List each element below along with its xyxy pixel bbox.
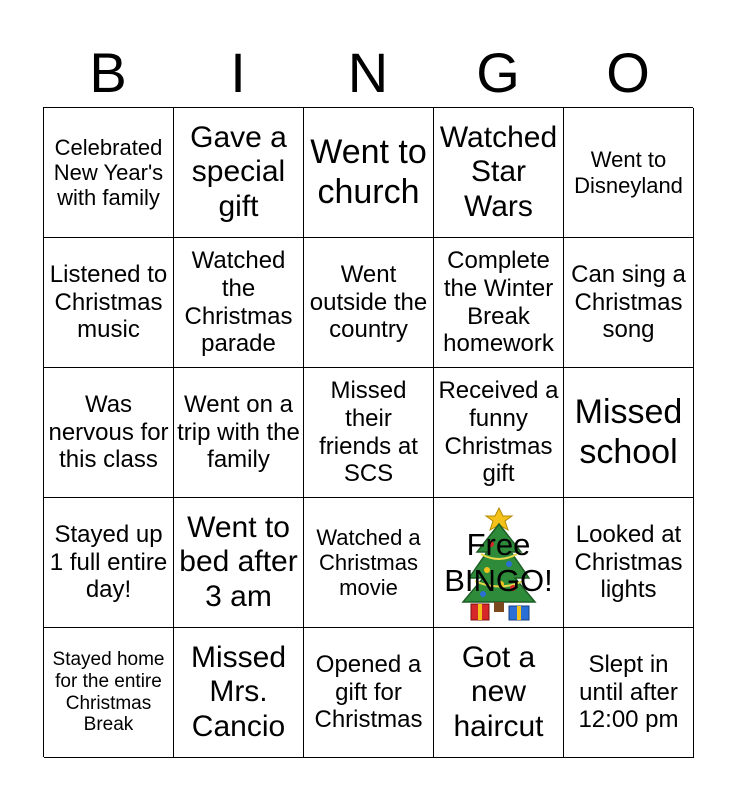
bingo-grid (43, 107, 693, 757)
bingo-cell[interactable] (434, 628, 564, 758)
cell-text: Looked at Christmas lights (574, 521, 683, 604)
cell-text: Missed school (574, 393, 683, 471)
bingo-cell[interactable] (434, 238, 564, 368)
cell-text: Missed Mrs. Cancio (190, 640, 287, 743)
cell-text: Watched a Christmas movie (316, 524, 421, 601)
cell-text: Went outside the country (309, 261, 428, 344)
bingo-cell[interactable] (434, 368, 564, 498)
cell-text: Listened to Christmas music (49, 261, 168, 344)
bingo-cell[interactable] (174, 108, 304, 238)
cell-text: Stayed up 1 full entire day! (49, 521, 168, 604)
bingo-cell[interactable] (564, 108, 694, 238)
bingo-cell[interactable] (44, 368, 174, 498)
bingo-cell[interactable] (304, 498, 434, 628)
bingo-header (43, 40, 693, 106)
cell-text: Received a funny Christmas gift (438, 377, 559, 488)
bingo-cell[interactable] (44, 108, 174, 238)
bingo-cell[interactable] (44, 498, 174, 628)
bingo-cell[interactable] (304, 628, 434, 758)
cell-text: Celebrated New Year's with family (53, 134, 164, 211)
cell-text: Was nervous for this class (48, 391, 169, 474)
bingo-cell[interactable] (174, 628, 304, 758)
bingo-cell[interactable] (434, 108, 564, 238)
cell-text: Complete the Winter Break homework (443, 247, 554, 358)
bingo-cell[interactable] (174, 238, 304, 368)
cell-text: Went to church (310, 133, 427, 211)
cell-text: Watched Star Wars (439, 120, 558, 223)
header-letter-o: O (606, 41, 650, 104)
header-letter-i: I (230, 41, 246, 104)
bingo-cell[interactable] (304, 368, 434, 498)
cell-text: Stayed home for the entire Christmas Break (52, 648, 165, 736)
free-space-cell[interactable] (434, 498, 564, 628)
header-letter-g: G (476, 41, 520, 104)
cell-text: Went on a trip with the family (177, 391, 300, 474)
cell-text: Went to Disneyland (574, 147, 683, 198)
cell-text: Missed their friends at SCS (319, 377, 418, 488)
cell-text: Went to bed after 3 am (179, 510, 298, 613)
bingo-cell[interactable] (564, 498, 694, 628)
cell-text: Got a new haircut (453, 640, 544, 743)
bingo-cell[interactable] (304, 238, 434, 368)
bingo-cell[interactable] (564, 368, 694, 498)
header-letter-b: B (89, 41, 127, 104)
cell-text: Opened a gift for Christmas (314, 651, 423, 734)
cell-text: Gave a special gift (190, 120, 287, 223)
bingo-cell[interactable] (44, 628, 174, 758)
cell-text: Can sing a Christmas song (571, 261, 686, 344)
cell-text: Watched the Christmas parade (184, 247, 293, 358)
cell-text: Slept in until after 12:00 pm (578, 651, 679, 734)
free-space-label: Free BINGO! (444, 526, 553, 598)
header-letter-n: N (347, 41, 389, 104)
bingo-cell[interactable] (44, 238, 174, 368)
bingo-cell[interactable] (174, 498, 304, 628)
bingo-cell[interactable] (564, 238, 694, 368)
bingo-cell[interactable] (174, 368, 304, 498)
bingo-cell[interactable] (304, 108, 434, 238)
bingo-cell[interactable] (564, 628, 694, 758)
